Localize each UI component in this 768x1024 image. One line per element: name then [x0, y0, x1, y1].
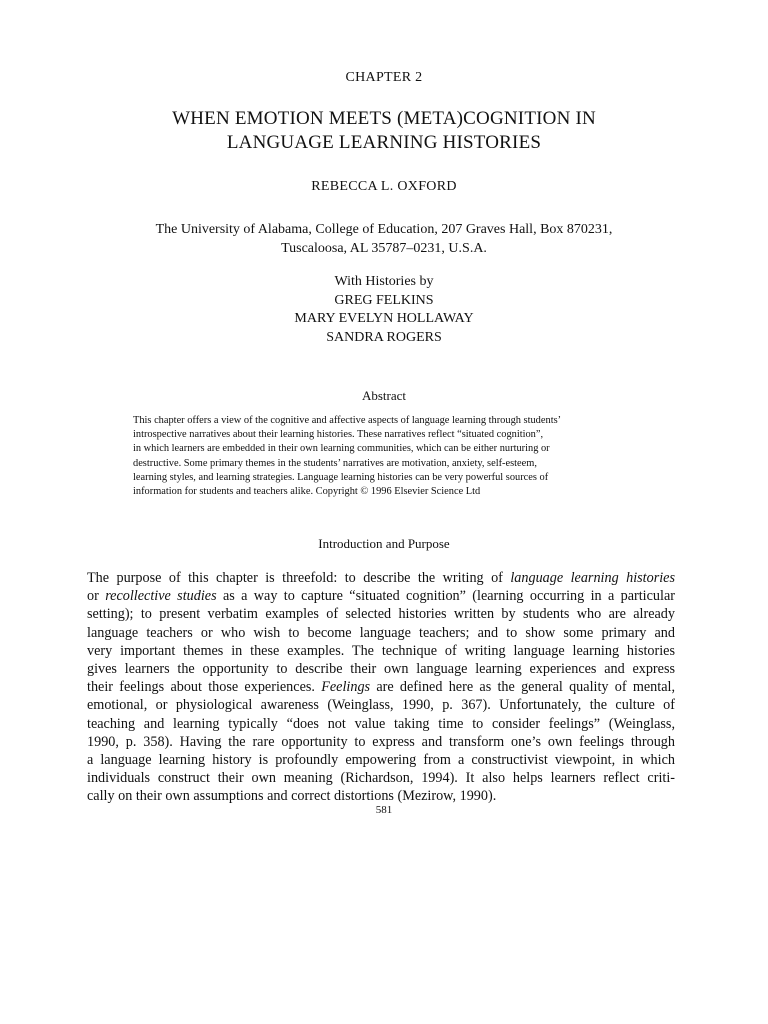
text-run: teaching and learning typically “does not value taking time to consider feelings” (Weinglass, — [87, 715, 675, 732]
chapter-title-line-2: LANGUAGE LEARNING HISTORIES — [226, 132, 542, 153]
text-run: are defined here as the general quality of mental, — [370, 679, 675, 696]
paragraph-line — [87, 733, 675, 751]
paragraph-line — [87, 642, 675, 660]
paragraph-line — [87, 587, 675, 605]
contributors-intro: With Histories by — [334, 274, 434, 289]
text-run: very important themes in these examples. The technique of writing language learning histories — [87, 642, 675, 659]
contributors-block — [0, 273, 768, 347]
abstract-line: introspective narratives about their learning histories. These narratives reflect “situated cognition”, — [133, 429, 544, 441]
paragraph-line — [87, 769, 675, 787]
contributor-name: SANDRA ROGERS — [326, 329, 442, 345]
introduction-paragraph — [87, 569, 675, 806]
text-run: as a way to capture “situated cognition” (learning occurring in a particular — [216, 588, 675, 605]
italic-term: language learning histories — [510, 570, 675, 586]
text-run: language teachers or who wish to become language teachers; and to show some primary and — [87, 624, 675, 641]
author-affiliation — [0, 220, 768, 258]
italic-term: Feelings — [321, 679, 371, 696]
abstract-text — [133, 414, 635, 499]
chapter-title — [0, 107, 768, 155]
paragraph-line — [87, 569, 675, 587]
italic-term: recollective studies — [105, 588, 217, 605]
text-run: individuals construct their own meaning (Richardson, 1994). It also helps learners reflect criti- — [87, 770, 675, 787]
text-run: gives learners the opportunity to describe their own language learning experiences and express — [87, 661, 675, 678]
paragraph-line — [87, 696, 675, 714]
paragraph-line — [87, 605, 675, 623]
text-run: setting); to present verbatim examples of selected histories written by students who are already — [87, 606, 675, 623]
paragraph-line — [87, 787, 675, 805]
text-run: emotional, or physiological awareness (Weinglass, 1990, p. 367). Unfortunately, the culture of — [87, 697, 675, 714]
chapter-title-line-1: WHEN EMOTION MEETS (META)COGNITION IN — [172, 108, 596, 129]
affiliation-line-1: The University of Alabama, College of Education, 207 Graves Hall, Box 870231, — [155, 222, 613, 237]
page-number: 581 — [375, 804, 393, 816]
paragraph-line — [87, 751, 675, 769]
abstract-line: in which learners are embedded in their own learning communities, which can be either nurturing or — [133, 443, 550, 455]
abstract-heading: Abstract — [361, 388, 407, 403]
text-run: their feelings about those experiences. — [87, 679, 322, 696]
affiliation-line-2: Tuscaloosa, AL 35787–0231, U.S.A. — [281, 241, 487, 256]
contributor-name: GREG FELKINS — [334, 292, 434, 308]
paragraph-line — [87, 715, 675, 733]
paragraph-line — [87, 624, 675, 642]
text-run: a language learning history is profoundly empowering from a constructivist viewpoint, in which — [87, 752, 675, 769]
text-run: or — [87, 588, 106, 605]
author-name: REBECCA L. OXFORD — [311, 179, 457, 194]
abstract-line: This chapter offers a view of the cognitive and affective aspects of language learning through students’ — [133, 415, 562, 426]
text-run: 1990, p. 358). Having the rare opportunity to express and transform one’s own feelings through — [87, 733, 675, 750]
paragraph-line — [87, 660, 675, 678]
chapter-label: CHAPTER 2 — [345, 70, 423, 85]
contributor-name: MARY EVELYN HOLLAWAY — [294, 311, 474, 326]
abstract-line: destructive. Some primary themes in the students’ narratives are motivation, anxiety, self-esteem, — [133, 457, 537, 469]
abstract-line: information for students and teachers alike. Copyright © 1996 Elsevier Science Ltd — [133, 486, 481, 498]
text-run: The purpose of this chapter is threefold: to describe the writing of — [87, 570, 511, 586]
paragraph-line — [87, 678, 675, 696]
section-heading-introduction: Introduction and Purpose — [318, 536, 450, 551]
abstract-line: learning styles, and learning strategies. Language learning histories can be very powerful sources of — [133, 471, 549, 483]
text-run: cally on their own assumptions and correct distortions (Mezirow, 1990). — [87, 788, 497, 805]
